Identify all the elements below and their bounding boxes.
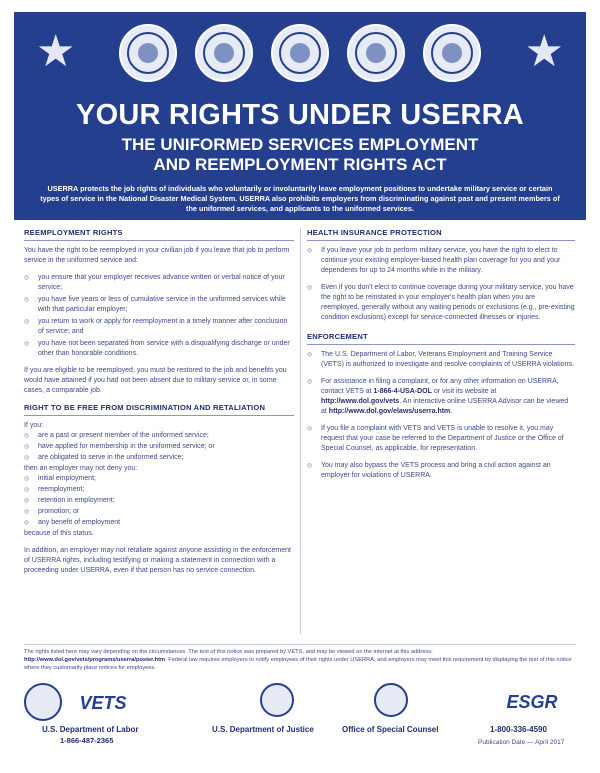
vets-logo: VETS: [79, 693, 127, 713]
vets-phone: 1-866-4-USA-DOL: [373, 388, 432, 395]
list-item: ◎ are a past or present member of the uniformed service;: [24, 431, 294, 441]
poster-subtitle: [14, 135, 586, 175]
if-you-text: If you:: [24, 422, 44, 429]
list-item: ◎ You may also bypass the VETS process and bring a civil action against an employer for violations of USERRA.: [307, 461, 575, 481]
header-banner: [14, 12, 586, 220]
list-item: ◎ For assistance in filing a complaint, or for any other information on USERRA, contact VETS at 1-866-4-USA-DOL or visit its website at http://www.dol.gov/vets. An interactive online USERRA Advisor can be viewed at http://www.dol.gov/elaws/userra.htm.: [307, 377, 575, 417]
osc-label: Office of Special Counsel: [342, 725, 439, 734]
esgr-phone: 1-800-336-4590: [490, 725, 547, 734]
doj-seal-icon: [260, 683, 294, 717]
list-item: ◎ promotion; or: [24, 507, 294, 517]
list-item: ◎ you return to work or apply for reemployment in a timely manner after conclusion of service; and: [24, 317, 294, 337]
list-item: ◎ initial employment;: [24, 474, 294, 484]
vets-website-link[interactable]: http://www.dol.gov/vets: [321, 398, 400, 405]
userra-advisor-link[interactable]: http://www.dol.gov/elaws/userra.htm: [328, 408, 451, 415]
discrimination-heading: RIGHT TO BE FREE FROM DISCRIMINATION AND RETALIATION: [24, 403, 294, 416]
publication-date: Publication Date — April 2017: [478, 739, 565, 746]
discrimination-closing: In addition, an employer may not retaliate against anyone assisting in the enforcement of USERRA rights, including testifying or making a statement in connection with a proceeding under USERRA, even if that person has no service connection.: [24, 547, 291, 574]
left-column: [24, 228, 294, 583]
air-force-seal-icon: [347, 24, 405, 82]
star-icon: ★: [36, 27, 76, 76]
list-item: ◎ If you file a complaint with VETS and VETS is unable to resolve it, you may request that your case be referred to the Department of Justice or the Office of Special Counsel, as applicable, for representation.: [307, 424, 575, 454]
star-icon: ★: [524, 27, 564, 76]
reemployment-closing: If you are eligible to be reemployed, you must be restored to the job and benefits you would have attained if you had not been absent due to military service or, in some cases, a comparable job.: [24, 367, 287, 394]
list-item: ◎ If you leave your job to perform military service, you have the right to elect to continue your existing employer-based health plan coverage for you and your dependents for up to 24 months while in the military.: [307, 246, 575, 276]
list-item: ◎ you have not been separated from service with a disqualifying discharge or under other than honorable conditions.: [24, 339, 294, 359]
footnote: The rights listed here may vary depending on the circumstances. The text of this notice was prepared by VETS, and may be viewed on the internet at this address: http://www.dol.gov/vets/programs/userra/poster.htm. Federal law requires employers to notify employees of their rights under USERRA, and employers may meet this requirement by displaying the text of this notice where they customarily place notices for employees.: [24, 644, 576, 672]
doj-label: U.S. Department of Justice: [212, 725, 314, 734]
dol-label: U.S. Department of Labor: [42, 725, 139, 734]
footer-logos: [24, 683, 576, 763]
list-item: ◎ have applied for membership in the uniformed service; or: [24, 442, 294, 452]
poster-title: YOUR RIGHTS UNDER USERRA: [76, 99, 524, 131]
navy-seal-icon: [271, 24, 329, 82]
marine-corps-seal-icon: [195, 24, 253, 82]
poster-url-link[interactable]: http://www.dol.gov/vets/programs/userra/poster.htm: [24, 656, 166, 663]
subtitle-line-1: THE UNIFORMED SERVICES EMPLOYMENT: [121, 135, 479, 154]
service-seals: [14, 24, 586, 82]
coast-guard-seal-icon: [423, 24, 481, 82]
dol-seal-icon: [24, 683, 62, 721]
enforcement-heading: ENFORCEMENT: [307, 332, 575, 345]
list-item: ◎ are obligated to serve in the uniformed service;: [24, 453, 294, 463]
health-heading: HEALTH INSURANCE PROTECTION: [307, 228, 575, 241]
then-text: then an employer may not deny you:: [24, 465, 138, 472]
reemployment-heading: REEMPLOYMENT RIGHTS: [24, 228, 294, 241]
list-item: ◎ any benefit of employment: [24, 518, 294, 528]
list-item: ◎ The U.S. Department of Labor, Veterans Employment and Training Service (VETS) is authorized to investigate and resolve complaints of USERRA violations.: [307, 350, 575, 370]
dol-phone: 1-866-487-2365: [60, 736, 114, 745]
intro-text: USERRA protects the job rights of individuals who voluntarily or involuntarily leave employment positions to undertake military service or certain types of service in the National Disaster Medical System. USERRA also prohibits employers from discriminating against past and present members of the uniformed services, and applicants to the uniformed services.: [40, 184, 560, 213]
reemployment-intro: You have the right to be reemployed in your civilian job if you leave that job to perform service in the uniformed service and:: [24, 247, 290, 264]
because-text: because of this status.: [24, 530, 94, 537]
osc-seal-icon: [374, 683, 408, 717]
right-column: [307, 228, 575, 483]
subtitle-line-2: AND REEMPLOYMENT RIGHTS ACT: [153, 155, 447, 174]
list-item: ◎ you have five years or less of cumulative service in the uniformed services while with that particular employer;: [24, 295, 294, 315]
list-item: ◎ you ensure that your employer receives advance written or verbal notice of your service;: [24, 273, 294, 293]
list-item: ◎ Even if you don't elect to continue coverage during your military service, you have the right to be reinstated in your employer's health plan when you are reemployed, generally without any waiting periods or exclusions (e.g., pre-existing condition exclusions) except for service-connected illnesses or injuries.: [307, 283, 575, 323]
list-item: ◎ reemployment;: [24, 485, 294, 495]
body-columns: [24, 228, 576, 634]
esgr-logo: ESGR: [506, 692, 558, 712]
army-seal-icon: [119, 24, 177, 82]
column-divider: [300, 228, 301, 634]
list-item: ◎ retention in employment;: [24, 496, 294, 506]
